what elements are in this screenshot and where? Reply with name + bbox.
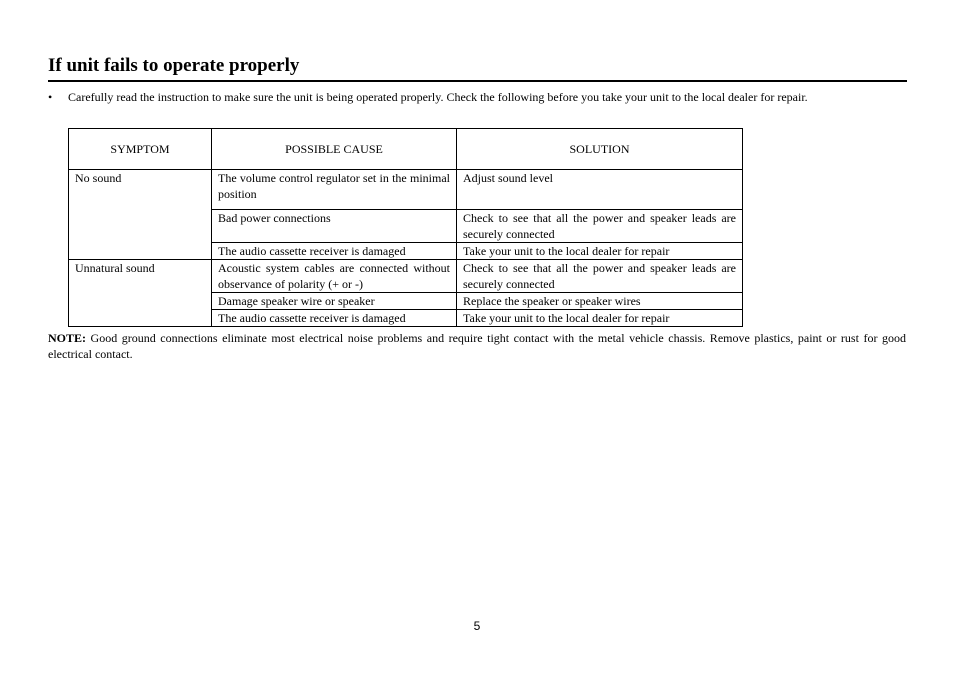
symptom-cell: Unnatural sound (69, 260, 212, 293)
cause-cell: The volume control regulator set in the minimal position (212, 170, 457, 210)
header-solution: SOLUTION (457, 129, 743, 170)
table-row (69, 293, 743, 310)
header-possible-cause: POSSIBLE CAUSE (212, 129, 457, 170)
solution-cell: Check to see that all the power and speaker leads are securely connected (457, 260, 743, 293)
solution-cell: Check to see that all the power and speaker leads are securely connected (457, 210, 743, 243)
symptom-cell: No sound (69, 170, 212, 210)
cause-cell: The audio cassette receiver is damaged (212, 243, 457, 260)
cause-cell: The audio cassette receiver is damaged (212, 310, 457, 327)
header-symptom: SYMPTOM (69, 129, 212, 170)
symptom-cell (69, 210, 212, 243)
intro-text: Carefully read the instruction to make sure the unit is being operated properly. Check the following before you take your unit to the local dealer for repair. (68, 90, 808, 104)
note-label: NOTE: (48, 331, 87, 345)
troubleshooting-table (68, 128, 743, 327)
cause-cell: Damage speaker wire or speaker (212, 293, 457, 310)
cause-cell: Acoustic system cables are connected without observance of polarity (+ or -) (212, 260, 457, 293)
table-row (69, 243, 743, 260)
table-row (69, 260, 743, 293)
symptom-cell (69, 243, 212, 260)
table-row (69, 210, 743, 243)
solution-cell: Adjust sound level (457, 170, 743, 210)
table-row (69, 310, 743, 327)
table-row (69, 170, 743, 210)
table-header-row (69, 129, 743, 170)
symptom-cell (69, 293, 212, 310)
page-number: 5 (473, 619, 481, 633)
solution-cell: Replace the speaker or speaker wires (457, 293, 743, 310)
intro-paragraph (48, 90, 906, 105)
symptom-cell (69, 310, 212, 327)
note-text: Good ground connections eliminate most electrical noise problems and require tight contact with the metal vehicle chassis. Remove plastics, paint or rust for good electrical contact. (48, 331, 906, 361)
bullet-icon: • (48, 90, 53, 104)
section-heading: If unit fails to operate properly (48, 54, 907, 82)
solution-cell: Take your unit to the local dealer for repair (457, 310, 743, 327)
solution-cell: Take your unit to the local dealer for repair (457, 243, 743, 260)
cause-cell: Bad power connections (212, 210, 457, 243)
note-paragraph (48, 330, 906, 362)
